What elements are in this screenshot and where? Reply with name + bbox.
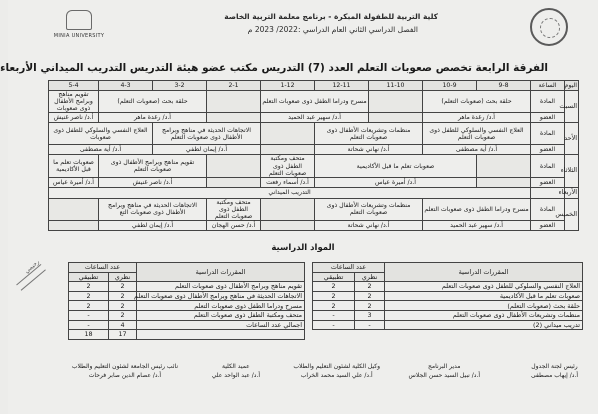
subject-label: المادة bbox=[531, 91, 565, 113]
course-row bbox=[313, 282, 583, 292]
sunday-subject-row bbox=[49, 123, 579, 145]
teacher-label: العضو bbox=[531, 221, 565, 231]
course-name bbox=[137, 330, 305, 340]
course-row bbox=[69, 310, 305, 320]
practical-hours: - bbox=[313, 310, 355, 320]
time-slot: 4-3 bbox=[99, 81, 153, 91]
thursday-teacher-row bbox=[49, 221, 579, 231]
theory-hours: 2 bbox=[355, 282, 385, 292]
class-subject: صعوبات تعلم ما قبل الأكاديمية bbox=[315, 155, 477, 177]
practical-hours: - bbox=[69, 310, 109, 320]
empty-slot bbox=[261, 198, 315, 220]
thursday-subject-row bbox=[49, 198, 579, 220]
header-term-line: الفصل الدراسي الثاني العام الدراسي :2022/ 2023 م bbox=[247, 25, 418, 34]
theory-hours: 2 bbox=[109, 291, 137, 301]
day-cell-wednesday: الأربعاء bbox=[565, 187, 579, 198]
hours-header: عدد الساعات bbox=[313, 263, 385, 273]
theory-hours: 2 bbox=[355, 301, 385, 311]
course-row bbox=[313, 301, 583, 311]
time-slot: 5-4 bbox=[49, 81, 99, 91]
courses-table-left bbox=[68, 262, 305, 340]
totals-row bbox=[69, 330, 305, 340]
course-name: منظمات وتشريعات الأطفال ذوى صعوبات التعلم bbox=[385, 310, 583, 320]
class-teacher: أ.د/ رغدة ماهر bbox=[423, 113, 531, 123]
signature-title: وكيل الكلية لشئون التعليم والطلاب bbox=[293, 363, 380, 370]
class-subject: حلقة بحث (صعوبات التعلم) bbox=[99, 91, 207, 113]
course-name: تقويم مناهج وبرامج الأطفال ذوى صعوبات التعلم bbox=[137, 282, 305, 292]
theory-hours: 2 bbox=[355, 291, 385, 301]
theory-hours: 2 bbox=[109, 310, 137, 320]
header-faculty-line: كلية التربية للطفولة المبكرة - برنامج معلمة التربية الخاصة bbox=[224, 12, 438, 21]
signature-vice-dean bbox=[293, 362, 380, 380]
practical-hours: 2 bbox=[69, 282, 109, 292]
empty-slot bbox=[369, 113, 423, 123]
handwritten-text: رحيمي bbox=[23, 258, 41, 275]
signature-name: أ.د/ علي السيد محمد الخراب bbox=[300, 372, 373, 379]
saturday-teacher-row bbox=[49, 113, 579, 123]
class-subject: متحف ومكتبة الطفل ذوى صعوبات التعلم bbox=[261, 155, 315, 177]
theory-hours: - bbox=[355, 320, 385, 330]
practical-hours: 2 bbox=[313, 282, 355, 292]
class-subject: العلاج النفسي والسلوكي للطفل ذوى صعوبات bbox=[49, 123, 153, 145]
class-teacher: أ.د/ أميرة عياس bbox=[49, 177, 99, 187]
class-subject: الاتجاهات الحديثة في مناهج وبرامج الأطفال ذوى صعوبات التعلم bbox=[153, 123, 261, 145]
hours-header: عدد الساعات bbox=[69, 263, 137, 273]
hour-header: الساعة bbox=[531, 81, 565, 91]
course-row bbox=[69, 282, 305, 292]
empty-slot bbox=[207, 91, 261, 113]
day-cell-tuesday: الثلاثاء bbox=[565, 155, 579, 187]
class-teacher: أ.د/ إيمان لطفي bbox=[153, 145, 261, 155]
course-name: حلقة بحث (صعوبات التعلم) bbox=[385, 301, 583, 311]
class-subject: العلاج النفسي والسلوكي للطفل ذوى صعوبات التعلم bbox=[423, 123, 531, 145]
subject-label: المادة bbox=[531, 123, 565, 145]
class-subject: الاتجاهات الحديثة في مناهج وبرامج الأطفال ذوى صعوبات التع bbox=[99, 198, 207, 220]
time-slot: 10-9 bbox=[423, 81, 477, 91]
empty-slot bbox=[49, 221, 99, 231]
signature-dean bbox=[212, 362, 260, 380]
practical-hours: - bbox=[69, 320, 109, 330]
university-logo bbox=[48, 10, 110, 44]
class-subject: منظمات وتشريعات الأطفال ذوى صعوبات التعلم bbox=[315, 123, 423, 145]
practical-hours: 2 bbox=[69, 301, 109, 311]
course-name: اجمالي عدد الساعات bbox=[137, 320, 305, 330]
class-teacher: أ.د/ سهير عبد الحميد bbox=[261, 113, 369, 123]
class-teacher: أ.د/ إيمان لطفي bbox=[99, 221, 207, 231]
empty-slot bbox=[207, 155, 261, 177]
signatures-block bbox=[48, 362, 578, 402]
class-teacher: أ.د/ نهاني شحاتة bbox=[315, 221, 423, 231]
teacher-label: العضو bbox=[531, 177, 565, 187]
class-teacher: أ.د/ أية مصطفى bbox=[423, 145, 531, 155]
empty-slot bbox=[477, 177, 531, 187]
courses-table-right bbox=[312, 262, 583, 330]
day-cell-thursday: الخميس bbox=[565, 198, 579, 230]
practical-hours-total: 18 bbox=[69, 330, 109, 340]
saturday-subject-row bbox=[49, 91, 579, 113]
class-teacher: أ.د/ أية مصطفى bbox=[49, 145, 153, 155]
theory-hours: 4 bbox=[109, 320, 137, 330]
class-subject: تقويم مناهج وبرامج الأطفال ذوى صعوبات التعلم bbox=[99, 155, 207, 177]
practical-hours: 2 bbox=[313, 291, 355, 301]
class-teacher: أ.د/ أميرة عياس bbox=[315, 177, 477, 187]
course-name-header: المقررات الدراسية bbox=[137, 263, 305, 282]
time-slot: 12-11 bbox=[315, 81, 369, 91]
signature-title: عميد الكلية bbox=[222, 363, 250, 370]
class-teacher: أ.د/ رغدة ماهر bbox=[99, 113, 207, 123]
empty-slot bbox=[207, 113, 261, 123]
practical-header: تطبيقي bbox=[313, 272, 355, 282]
course-row bbox=[69, 320, 305, 330]
class-subject: متحف ومكتبة الطفل ذوى صعوبات التعلم bbox=[207, 198, 261, 220]
class-subject: تقويم مناهج وبرامج الأطفال ذوى صعوبات bbox=[49, 91, 99, 113]
theory-hours-total: 17 bbox=[109, 330, 137, 340]
tuesday-subject-row bbox=[49, 155, 579, 177]
course-row bbox=[313, 320, 583, 330]
tuesday-teacher-row bbox=[49, 177, 579, 187]
courses-header-row bbox=[313, 263, 583, 273]
teacher-label: العضو bbox=[531, 145, 565, 155]
class-teacher: أ.د/ ناصر غنيش bbox=[49, 113, 99, 123]
class-teacher: أ.د/ نهاني شحاتة bbox=[315, 145, 423, 155]
practical-hours: - bbox=[313, 320, 355, 330]
handwritten-note bbox=[9, 259, 60, 310]
course-name: مسرح ودراما الطفل ذوى صعوبات التعلم bbox=[137, 301, 305, 311]
document-header bbox=[48, 6, 568, 52]
class-subject: مسرح ودراما الطفل ذوى صعوبات التعلم bbox=[423, 198, 531, 220]
signature-name: أ.د/ عصام الدين صابر فرحات bbox=[88, 372, 162, 379]
courses-header-row bbox=[69, 263, 305, 273]
class-teacher: أ.د/ أسماء رفعت bbox=[261, 177, 315, 187]
theory-hours: 2 bbox=[109, 301, 137, 311]
practical-hours: 2 bbox=[69, 291, 109, 301]
university-emblem-icon bbox=[66, 10, 92, 30]
schedule-title: الفرقة الرابعة تخصص صعوبات التعلم العدد (7) التدريس مكتب عضو هيئة التدريس التدريب الميداني الأربعاء bbox=[0, 62, 548, 74]
class-teacher: أ.د/ سهير عبد الحميد bbox=[423, 221, 531, 231]
theory-header: نظري bbox=[109, 272, 137, 282]
empty-slot bbox=[207, 177, 261, 187]
class-teacher: أ.د/ ناصر غنيش bbox=[99, 177, 207, 187]
signature-schedule-committee bbox=[531, 362, 578, 380]
signature-name: أ.د/ نبيل السيد حسن الجلاس bbox=[408, 372, 480, 379]
signature-program-director bbox=[409, 362, 480, 380]
course-row bbox=[69, 301, 305, 311]
class-subject: مسرح ودراما الطفل ذوى صعوبات التعلم bbox=[261, 91, 369, 113]
time-slot: 9-8 bbox=[477, 81, 531, 91]
empty-slot bbox=[369, 91, 423, 113]
day-header: اليوم bbox=[564, 81, 577, 89]
day-cell-sunday: الأحد bbox=[565, 123, 579, 155]
weekly-schedule-table bbox=[48, 80, 579, 231]
signature-title: رئيس لجنة الجدول bbox=[531, 363, 578, 370]
class-subject: صعوبات تعلم ما قبل الأكاديمية bbox=[49, 155, 99, 177]
course-name: الاتجاهات الحديثة في مناهج وبرامج الأطفال ذوى صعوبات التعلم bbox=[137, 291, 305, 301]
theory-hours: 3 bbox=[355, 310, 385, 320]
signature-title: نائب رئيس الجامعة لشئون التعليم والطلاب bbox=[71, 363, 178, 370]
course-name: العلاج النفسي والسلوكي للطفل ذوى صعوبات التعلم bbox=[385, 282, 583, 292]
course-row bbox=[69, 291, 305, 301]
course-name: صعوبات تعلم ما قبل الأكاديمية bbox=[385, 291, 583, 301]
signature-title: مدير البرنامج bbox=[428, 363, 461, 370]
signature-name: أ.د/ عبد الواحد علي bbox=[211, 372, 260, 379]
teacher-label: العضو bbox=[531, 113, 565, 123]
subject-label: المادة bbox=[531, 198, 565, 220]
class-subject: حلقة بحث (صعوبات التعلم) bbox=[423, 91, 531, 113]
course-name: تدريب ميداني (2) bbox=[385, 320, 583, 330]
empty-slot bbox=[261, 145, 315, 155]
faculty-logo-icon bbox=[530, 8, 568, 46]
practical-header: تطبيقي bbox=[69, 272, 109, 282]
course-row bbox=[313, 310, 583, 320]
empty-slot bbox=[261, 123, 315, 145]
course-name: متحف ومكتبة الطفل ذوى صعوبات التعلم bbox=[137, 310, 305, 320]
practical-hours: 2 bbox=[313, 301, 355, 311]
time-slot: 2-1 bbox=[207, 81, 261, 91]
class-teacher: أ.د/ حسن الهجان bbox=[207, 221, 261, 231]
class-subject: منظمات وتشريعات الأطفال ذوى صعوبات التعلم bbox=[315, 198, 423, 220]
empty-slot bbox=[261, 221, 315, 231]
theory-header: نظري bbox=[355, 272, 385, 282]
time-slot: 1-12 bbox=[261, 81, 315, 91]
theory-hours: 2 bbox=[109, 282, 137, 292]
schedule-header-row bbox=[49, 81, 579, 91]
empty-slot bbox=[49, 198, 99, 220]
course-row bbox=[313, 291, 583, 301]
courses-section-title: المواد الدراسية bbox=[271, 243, 335, 253]
wednesday-row bbox=[49, 187, 579, 198]
time-slot: 11-10 bbox=[369, 81, 423, 91]
day-cell-saturday: السبت bbox=[565, 91, 579, 123]
course-name-header: المقررات الدراسية bbox=[385, 263, 583, 282]
time-slot: 3-2 bbox=[153, 81, 207, 91]
sunday-teacher-row bbox=[49, 145, 579, 155]
field-training: التدريب الميداني bbox=[49, 187, 531, 198]
subject-label: المادة bbox=[531, 155, 565, 177]
signature-name: أ.د/ إيهاب مصطفى bbox=[530, 372, 578, 379]
empty-slot bbox=[477, 155, 531, 177]
university-logo-caption: MINIA UNIVERSITY bbox=[53, 33, 105, 39]
signature-university-vp bbox=[72, 362, 178, 380]
